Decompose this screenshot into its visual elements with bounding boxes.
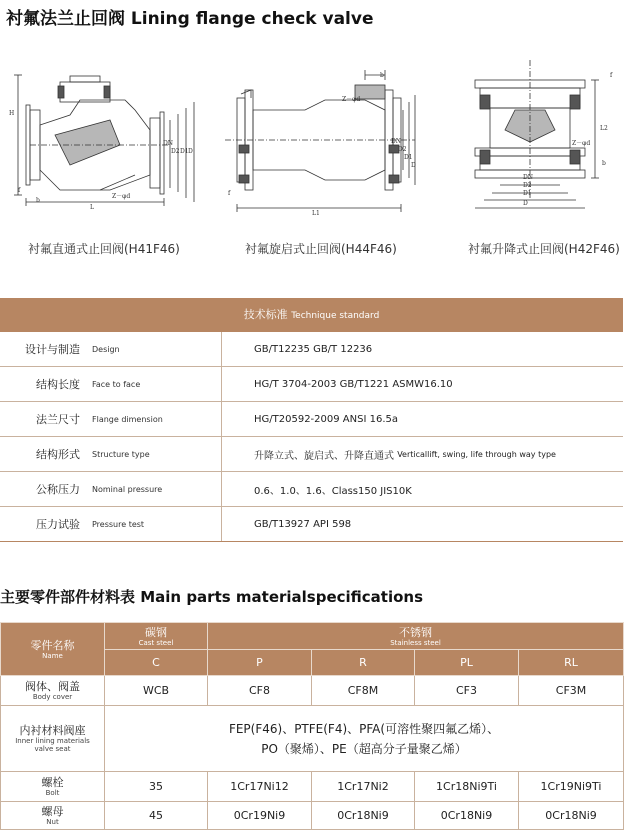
dim-label: D2 [523,182,532,189]
row-label-cn: 结构长度 [36,378,80,391]
caption-swing-valve: 衬氟旋启式止回阀(H44F46) [245,242,397,256]
row-label-en: Structure type [92,449,150,459]
row-value-en: Verticallift, swing, life through way type [397,449,556,459]
header-cast-steel: 碳钢 Cast steel [105,623,208,650]
material-cell: 0Cr18Ni9 [519,802,624,830]
material-cell: CF8M [312,676,415,706]
dim-label: D2 [171,148,180,155]
row-value: GB/T13927 API 598 [254,518,352,530]
material-cell: WCB [105,676,208,706]
lining-line-1: FEP(F46)、PTFE(F4)、PFA(可溶性聚四氟乙烯）、 [228,721,500,736]
dim-label: D1 [404,154,413,161]
row-value: HG/T20592-2009 ANSI 16.5a [254,413,398,425]
dim-label: D [188,148,193,155]
table-row [1,706,624,772]
dim-label: D [411,162,416,169]
dim-label: Z－φd [572,140,591,147]
material-cell: 1Cr19Ni9Ti [519,772,624,802]
dim-label: D1 [523,190,532,197]
dim-label: f [18,187,21,194]
row-label-cn: 公称压力 [36,483,80,496]
table-row [0,367,623,402]
table-row [1,772,624,802]
dim-label: L1 [312,210,320,217]
caption-straight-valve: 衬氟直通式止回阀(H41F46) [28,242,180,256]
dim-label: H [9,110,15,117]
dim-label: D [523,200,528,207]
header-en: Technique standard [291,311,380,321]
dim-label: f [228,190,231,197]
row-value: HG/T 3704-2003 GB/T1221 ASMW16.10 [254,378,453,390]
row-label-en: Design [92,344,120,354]
table-row [0,332,623,367]
valve-drawings [0,50,629,217]
part-name: 内衬材料阀座 Inner lining materials valve seat [1,706,105,772]
row-value: 0.6、1.0、1.6、Class150 JIS10K [254,485,412,497]
materials-table [0,622,624,830]
table-header [0,298,623,332]
row-label-cn: 法兰尺寸 [36,413,80,426]
technique-standard-table [0,298,623,542]
materials-title: 主要零件部件材料表 Main parts materialspecifications [0,588,424,606]
material-cell: 45 [105,802,208,830]
part-name: 螺母 Nut [1,802,105,830]
dim-label: L [90,204,94,211]
lining-line-2: PO（聚烯）、PE（超高分子量聚乙烯） [261,741,467,756]
part-name: 阀体、阀盖 Body cover [1,676,105,706]
page-title: 衬氟法兰止回阀 Lining flange check valve [6,9,374,29]
row-value: GB/T12235 GB/T 12236 [254,343,373,355]
row-label-en: Flange dimension [92,414,163,424]
table-row [0,472,623,507]
dim-label: f [610,72,613,79]
material-cell: 35 [105,772,208,802]
table-row [0,402,623,437]
dim-label: Z－φd [342,96,361,103]
header-stainless-steel: 不锈钢 Stainless steel [208,623,624,650]
dim-label: D1 [180,148,189,155]
row-value: 升降立式、旋启式、升降直通式 [254,450,394,462]
dim-label: DN [163,140,174,147]
dim-label: b [602,160,606,167]
row-label-en: Nominal pressure [92,484,163,494]
caption-lift-valve: 衬氟升降式止回阀(H42F46) [468,242,620,256]
row-label-cn: 设计与制造 [25,343,80,356]
dim-label: DN [391,138,402,145]
dim-label: Z－φd [112,193,131,200]
row-label-en: Face to face [92,379,141,389]
material-cell: 1Cr17Ni12 [208,772,312,802]
row-label-cn: 结构形式 [36,448,80,461]
dim-label: L2 [600,125,608,132]
material-cell: 1Cr17Ni2 [312,772,415,802]
material-cell: CF3 [415,676,519,706]
lining-materials-cell [105,706,624,772]
header-code: C [105,650,208,676]
part-name: 螺栓 Bolt [1,772,105,802]
header-code: PL [415,650,519,676]
material-cell: CF8 [208,676,312,706]
dim-label: b [380,72,384,79]
dim-label: D2 [398,146,407,153]
material-cell: 0Cr19Ni9 [208,802,312,830]
header-code: R [312,650,415,676]
table-row [1,802,624,830]
header-part-name: 零件名称 Name [1,623,105,676]
material-cell: 1Cr18Ni9Ti [415,772,519,802]
header-code: P [208,650,312,676]
material-cell: CF3M [519,676,624,706]
material-cell: 0Cr18Ni9 [415,802,519,830]
header-code: RL [519,650,624,676]
dim-label: DN [523,174,534,181]
row-label-cn: 压力试验 [36,518,80,531]
table-row [0,437,623,472]
header-cn: 技术标准 [243,308,288,321]
material-cell: 0Cr18Ni9 [312,802,415,830]
table-row [0,507,623,542]
table-row [1,676,624,706]
row-label-en: Pressure test [92,519,145,529]
dim-label: b [36,197,40,204]
